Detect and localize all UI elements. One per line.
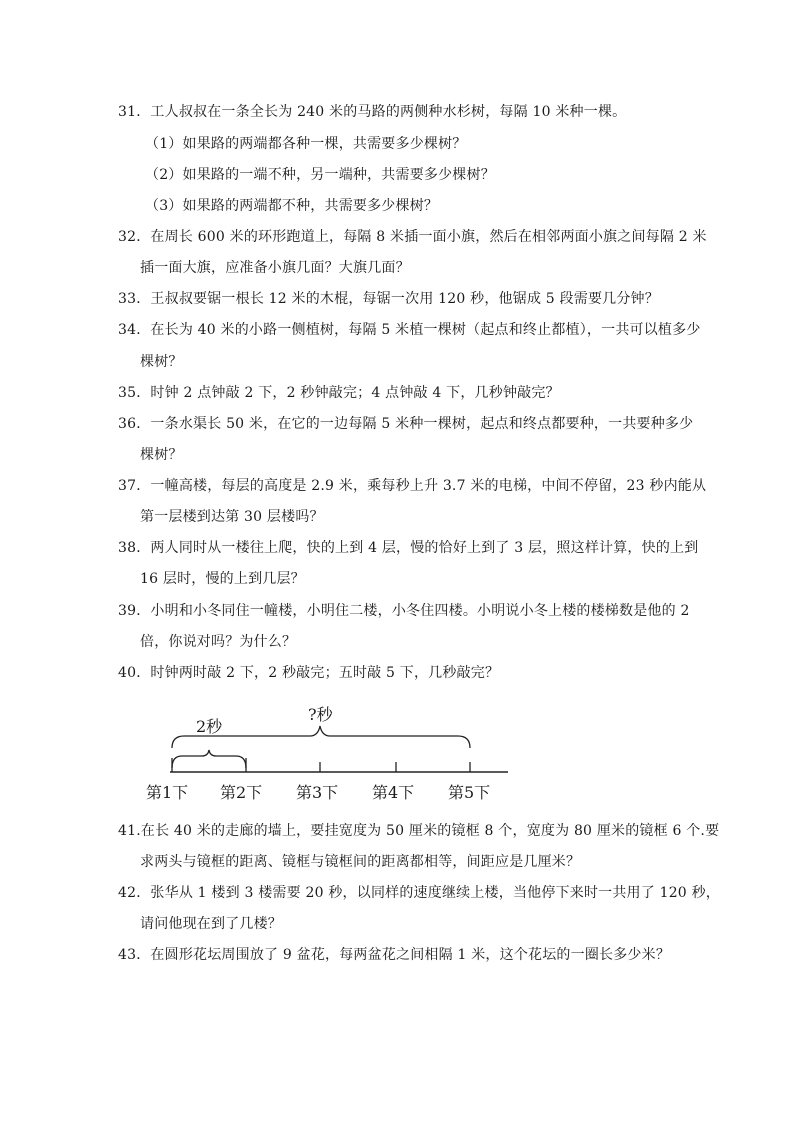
- tick-label-3: 第3下: [296, 783, 339, 802]
- problem-35-line-1: 35．时钟 2 点钟敲 2 下，2 秒钟敲完；4 点钟敲 4 下，几秒钟敲完？: [118, 385, 560, 401]
- problem-42-line-1: 42．张华从 1 楼到 3 楼需要 20 秒，以同样的速度继续上楼，当他停下来时一共用了 120 秒，: [118, 885, 720, 901]
- problem-31-sub-1: （1）如果路的两端都各种一棵，共需要多少棵树？: [145, 136, 467, 152]
- problem-32-line-2: 插一面大旗，应准备小旗几面？大旗几面？: [140, 260, 410, 276]
- problem-39-line-2: 倍，你说对吗？为什么？: [140, 634, 297, 650]
- tick-label-2: 第2下: [220, 783, 263, 802]
- problem-38-line-1: 38．两人同时从一楼往上爬，快的上到 4 层，慢的恰好上到了 3 层，照这样计算，快的上到: [118, 540, 699, 556]
- problem-42-line-2: 请问他现在到了几楼？: [140, 916, 282, 932]
- problem-31-sub-2: （2）如果路的一端不种，另一端种，共需要多少棵树？: [145, 167, 495, 183]
- problem-36-line-1: 36．一条水渠长 50 米，在它的一边每隔 5 米种一棵树，起点和终点都要种，一共要种多少: [118, 416, 694, 432]
- problem-41-line-1: 41.在长 40 米的走廊的墙上，要挂宽度为 50 厘米的镜框 8 个，宽度为 80 厘米的镜框 6 个.要: [118, 823, 720, 839]
- problem-31-line-1: 31．工人叔叔在一条全长为 240 米的马路的两侧种水杉树，每隔 10 米种一棵。: [118, 104, 627, 120]
- tick-label-5: 第5下: [448, 783, 491, 802]
- problem-31-sub-3: （3）如果路的两端都不种，共需要多少棵树？: [145, 198, 439, 214]
- small-brace: [172, 750, 246, 768]
- problem-32-line-1: 32．在周长 600 米的环形跑道上，每隔 8 米插一面小旗，然后在相邻两面小旗之间每隔 2 米: [118, 229, 707, 245]
- problem-34-line-2: 棵树？: [140, 354, 183, 370]
- small-brace-label: 2秒: [196, 717, 223, 736]
- problem-36-line-2: 棵树？: [140, 447, 183, 463]
- problem-37-line-1: 37．一幢高楼，每层的高度是 2.9 米，乘每秒上升 3.7 米的电梯，中间不停留，23 秒内能从: [118, 478, 707, 494]
- problem-38-line-2: 16 层时，慢的上到几层？: [140, 571, 305, 587]
- tick-label-4: 第4下: [372, 783, 415, 802]
- problem-34-line-1: 34．在长为 40 米的小路一侧植树，每隔 5 米植一棵树（起点和终止都植），一共可以植多少: [118, 322, 701, 338]
- problem-39-line-1: 39．小明和小冬同住一幢楼，小明住二楼，小冬住四楼。小明说小冬上楼的楼梯数是他的 2: [118, 603, 690, 619]
- problem-37-line-2: 第一层楼到达第 30 层楼吗？: [140, 509, 324, 525]
- problem-33-line-1: 33．王叔叔要锯一根长 12 米的木棍，每锯一次用 120 秒，他锯成 5 段需要几分钟？: [118, 291, 659, 307]
- problem-40-line-1: 40．时钟两时敲 2 下，2 秒敲完；五时敲 5 下，几秒敲完？: [118, 665, 500, 681]
- problem-43-line-1: 43．在圆形花坛周围放了 9 盆花，每两盆花之间相隔 1 米，这个花坛的一圈长多少米？: [118, 947, 671, 963]
- clock-strike-diagram: [140, 696, 520, 806]
- problem-41-line-2: 求两头与镜框的距离、镜框与镜框间的距离都相等，间距应是几厘米？: [140, 854, 581, 870]
- large-brace-label: ?秒: [308, 705, 333, 724]
- tick-label-1: 第1下: [146, 783, 189, 802]
